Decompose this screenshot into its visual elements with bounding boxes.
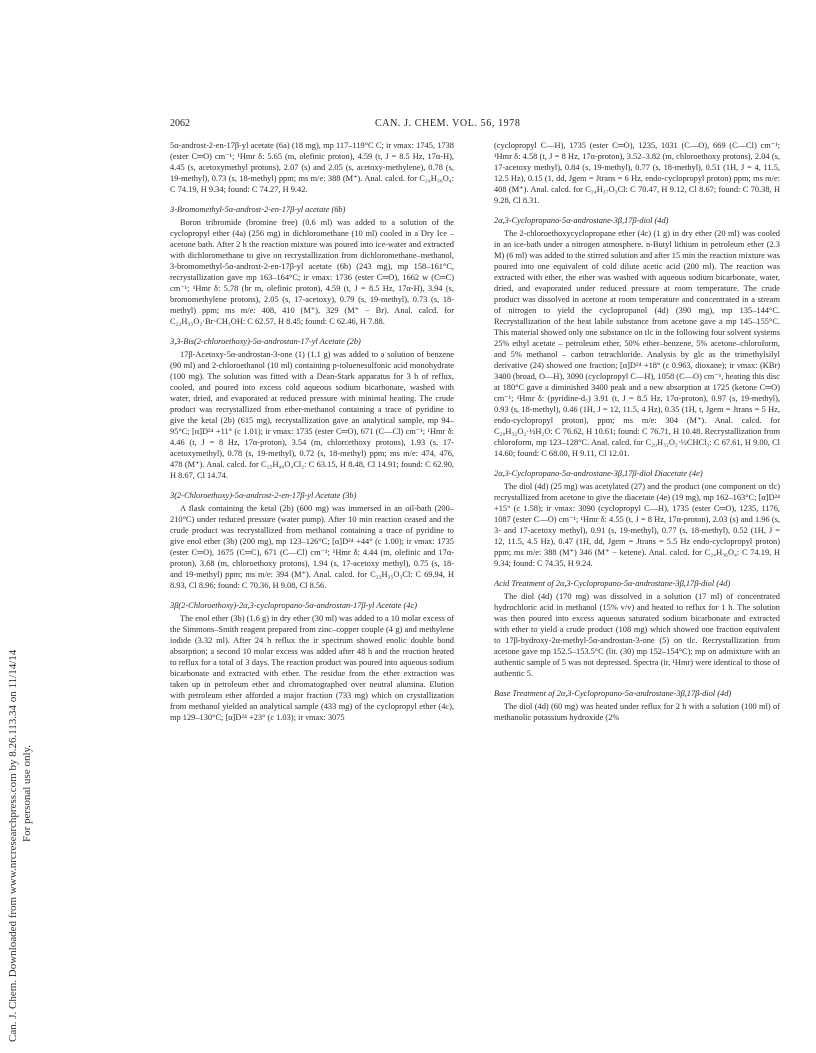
section-heading: 2α,3-Cyclopropano-5α-androstane-3β,17β-diol (4d) [494,216,669,225]
section-heading: 3-Bromomethyl-5α-androst-2-en-17β-yl acetate (6b) [170,205,346,214]
paragraph: 17β-Acetoxy-5α-androstan-3-one (1) (1.1 g) was added to a solution of benzene (90 ml) and 2-chloroethanol (10 ml) containing p-toluenesulfonic acid monohydrate (100 mg). The solution was fitted with a Dean-Stark apparatus for 3 h of reflux, cooled, and poured into excess cold aqueous sodium bicarbonate, washed with water, dried, and evaporated at reduced pressure with minimal heating. The crude product was recrystallized from ether-methanol containing a trace of pyridine to give the ketal (2b) (615 mg), recrystallization gave an analytical sample, mp 94–95°C; [α]D²⁴ +11° (c 1.01); ir νmax: 1735 (ester C═O), 671 (C—Cl) cm⁻¹; ¹Hmr δ: 4.46 (t, J = 8 Hz, 17α-proton), 3.54 (m, chlorcethoxy protons), 1.93 (s, 17-acetoxymethyl), 0.78 (s, 19-methyl), 0.72 (s, 18-methyl) ppm; ms m/e: 474, 476, 478 (M⁺). Anal. calcd. for C₂₅H₄₀O₄Cl₂: C 63.15, H 8.48, Cl 14.91; found: C 62.90, H 8.67, Cl 14.74. [170,350,454,480]
download-watermark [0,0,40,1053]
section-heading: 3,3-Bis(2-chloroethoxy)-5α-androstan-17-yl Acetate (2b) [170,337,361,346]
section-heading: Acid Treatment of 2α,3-Cyclopropano-5α-androstane-3β,17β-diol (4d) [494,579,731,588]
section-heading: 3(2-Chloroethoxy)-5α-androst-2-en-17β-yl Acetate (3b) [170,491,357,500]
paragraph: The 2-chloroethoxycyclopropane ether (4c) (1 g) in dry ether (20 ml) was cooled in an ice-bath under a nitrogen atmosphere. n-Butyl lithium in petroleum ether (2.3 M) (6 ml) was added to the stirred solution and after 15 min the reaction mixture was poured into one equivalent of cold dilute acetic acid (200 ml). The reaction was extracted with ether, the ether was washed with aqueous sodium bicarbonate, water, dried, and evaporated under reduced pressure at room temperature. The crude product was dissolved in acetone at room temperature and concentrated in a stream of nitrogen to yield the cyclopropanol (4d) (390 mg), mp 135–144°C. Recrystallization of the heat labile substance from acetone gave a mp 145–155°C. This material showed only one substance on tlc in the following four solvent systems 25% ethyl acetate – petroleum ether, 50% ether–benzene, 5% acetone–chloroform, and 5% methanol – carbon tetrachloride. Analysis by glc as the trimethylsilyl derivative (24) showed one fraction; [α]D²⁴ +18° (c 0.963, dioxane); ir νmax: (KBr) 3400 (broad, O—H), 3090 (cyclopropyl C—H), 1058 (C—O) cm⁻¹, heating this disc at 180°C gave a diminished 3400 peak and a new absorption at 1725 (ketone C═O) cm⁻¹; ¹Hmr δ: (pyridine-d₅) 3.91 (t, J = 8.5 Hz, 17α-proton), 0.97 (s, 19-methyl), 0.93 (s, 18-methyl), 0.46 (1H, J = 12, 11.5, 4 Hz), 0.35 (1H, t, Jgem = Jtrans = 5 Hz, endo-cyclopropyl proton), ppm; ms m/e: 304 (M⁺). Anal. calcd. for C₂₀H₃₂O₂·½H₂O: C 76.62, H 10.61; found: C 76.71, H 10.48. Recrystallization from chloroform, mp 123–128°C. Anal. calcd. for C₂₀H₃₂O₂·½CHCl₃: C 67.61, H 9.00, Cl 14.60; found: C 68.00, H 9.11, Cl 12.01. [494,229,780,458]
paragraph: The diol (4d) (60 mg) was heated under reflux for 2 h with a solution (100 ml) of methanolic potassium hydroxide (2% [494,702,780,722]
page-header [170,118,762,132]
paragraph: The enol ether (3b) (1.6 g) in dry ether (30 ml) was added to a 10 molar excess of the Simmons–Smith reagent prepared from zinc–copper couple (4 g) and methylene iodide (3.32 ml). After 24 h reflux the ir spectrum showed enolic double bond absorption; a second 10 molar excess was added after 48 h and the reaction heated to reflux for a total of 3 days. The reaction product was poured into aqueous sodium bicarbonate and extracted with ether. The residue from the ether extraction was taken up in petroleum ether and chromatographed over neutral alumina. Elution with petroleum ether afforded a major fraction (733 mg) which on crystallization from methanol yielded an analytical sample (433 mg) of the cyclopropyl ether (4c), mp 129–130°C; [α]D²⁴ +23° (c 1.03); ir νmax: 3075 [170,614,454,722]
right-column [494,140,780,723]
left-column [170,140,454,723]
paragraph: A flask containing the ketal (2b) (600 mg) was immersed in an oil-bath (200–210°C) under reduced pressure (water pump). After 10 min reaction ceased and the crude product was recrystallized from methanol containing a trace of pyridine to give enol ether (3b) (200 mg), mp 123–126°C; [α]D²⁴ +44° (c 1.00); ir νmax: 1735 (ester C═O), 1675 (C═C), 671 (C—Cl) cm⁻¹; ¹Hmr δ: 4.44 (m, olefinic and 17α-proton), 3.68 (m, chloroethoxy protons), 1.94 (s, 17-acetoxy methyl), 0.75 (s, 18- and 19-methyl) ppm; ms m/e: 394 (M⁺). Anal. calcd. for C₂₃H₃₅O₃Cl: C 69.94, H 8.93, Cl 8.96; found: C 70.36, H 9.08, Cl 8.56. [170,504,454,590]
paragraph: Boron tribromide (bromine free) (0.6 ml) was added to a solution of the cyclopropyl ether (4a) (256 mg) in dichloromethane (10 ml) cooled in a Dry Ice – acetone bath. After 2 h the reaction mixture was poured into ice-water and extracted with dichloromethane to give on recrystallization from dichloromethane–methanol, 3-bromomethyl-5α-androst-2-en-17β-yl acetate (6b) (243 mg), mp 158–161°C, recrystallization gave mp 163–164°C; ir νmax: 1736 (ester C═O), 1662 w (C═C) cm⁻¹; ¹Hmr δ: 5.78 (br m, olefinic proton), 4.59 (t, J = 8.5 Hz, 17α-H), 3.94 (s, bromomethylene protons), 2.05 (s, 17-acetoxy), 0.79 (s, 19-methyl), 0.73 (s, 18-methyl) ppm; ms m/e: 408, 410 (M⁺), 329 (M⁺ − Br). Anal. calcd. for C₂₂H₃₃O₂·Br·CH₃OH: C 62.57, H 8.45; found: C 62.46, H 7.88. [170,218,454,326]
paragraph: The diol (4d) (25 mg) was acetylated (27) and the product (one component on tlc) recrystallized from acetone to give the diacetate (4e) (19 mg), mp 162–163°C; [α]D²⁴ +15° (c 1.58); ir νmax: 3090 (cyclopropyl C—H), 1735 (ester C═O), 1235, 1176, 1087 (ester C—O) cm⁻¹; ¹Hmr δ: 4.55 (t, J = 8 Hz, 17α-proton), 2.03 (s) and 1.96 (s, 3- and 17-acetoxy methyl), 0.91 (s, 19-methyl), 0.77 (s, 18-methyl), 0.52 (1H, J = 12, 11.5, 4.5 Hz), 0.47 (1H, dd, Jgem = Jtrans = 5.5 Hz endo-cyclopropyl proton) ppm; ms m/e: 388 (M⁺) 346 (M⁺ − ketene). Anal. calcd. for C₂₄H₃₆O₄: C 74.19, H 9.34; found: C 74.35, H 9.24. [494,482,780,568]
section-heading: 2α,3-Cyclopropano-5α-androstane-3β,17β-diol Diacetate (4e) [494,469,703,478]
section-heading: Base Treatment of 2α,3-Cyclopropano-5α-androstane-3β,17β-diol (4d) [494,689,732,698]
watermark-line-usage: For personal use only. [21,744,33,842]
running-title: CAN. J. CHEM. VOL. 56, 1978 [375,118,521,129]
watermark-text [6,342,34,1042]
section-heading: 3β(2-Chloroethoxy)-2α,3-cyclopropano-5α-androstan-17β-yl Acetate (4c) [170,601,417,610]
watermark-line-source: Can. J. Chem. Downloaded from www.nrcresearchpress.com by 8.26.113.34 on 11/14/14 [7,649,19,1042]
paragraph: 5α-androst-2-en-17β-yl acetate (6a) (18 mg), mp 117–119°C C; ir νmax: 1745, 1738 (ester C═O) cm⁻¹; ¹Hmr δ: 5.65 (m, olefinic proton), 4.59 (t, J = 8.5 Hz, 17α-H), 4.45 (s, acetoxymethyl protons), 2.07 (s) and 2.05 (s, acetoxy-methylene), 0.78 (s, 19-methyl), 0.73 (s, 18-methyl) ppm; ms m/e: 388 (M⁺). Anal. calcd. for C₂₄H₃₆O₄: C 74.19, H 9.34; found: C 74.27, H 9.42. [170,141,454,194]
paragraph: The diol (4d) (170 mg) was dissolved in a solution (17 ml) of concentrated hydrochloric acid in methanol (15% v/v) and heated to reflux for 1 h. The solution was then poured into excess aqueous saturated sodium bicarbonate and extracted with ether to yield a crude product (108 mg) which showed one fraction equivalent to 17β-hydroxy-2α-methyl-5α-androstan-3-one (5) on tlc. Recrystallization from acetone gave mp 152.5–153.5°C (lit. (30) mp 152–154°C); mp on admixture with an authentic sample of 5 was not depressed. Spectra (ir, ¹Hmr) were identical to those of authentic 5. [494,592,780,678]
page-number: 2062 [170,118,190,129]
paragraph: (cyclopropyl C—H), 1735 (ester C═O), 1235, 1031 (C—O), 669 (C—Cl) cm⁻¹; ¹Hmr δ: 4.58 (t, J = 8 Hz, 17α-proton), 3.52–3.82 (m, chloroethoxy protons), 2.04 (s, 17-acetoxy methyl), 0.84 (s, 19-methyl), 0.77 (s, 18-methyl), 0.51 (1H, J = 4, 11.5, 12.5 Hz), 0.15 (1, dd, Jgem = Jtrans = 6 Hz, endo-cyclopropyl proton) ppm; ms m/e: 408 (M⁺). Anal. calcd. for C₂₄H₃₇O₃Cl: C 70.47, H 9.12, Cl 8.67; found: C 70.38, H 9.28, Cl 8.31. [494,141,780,205]
